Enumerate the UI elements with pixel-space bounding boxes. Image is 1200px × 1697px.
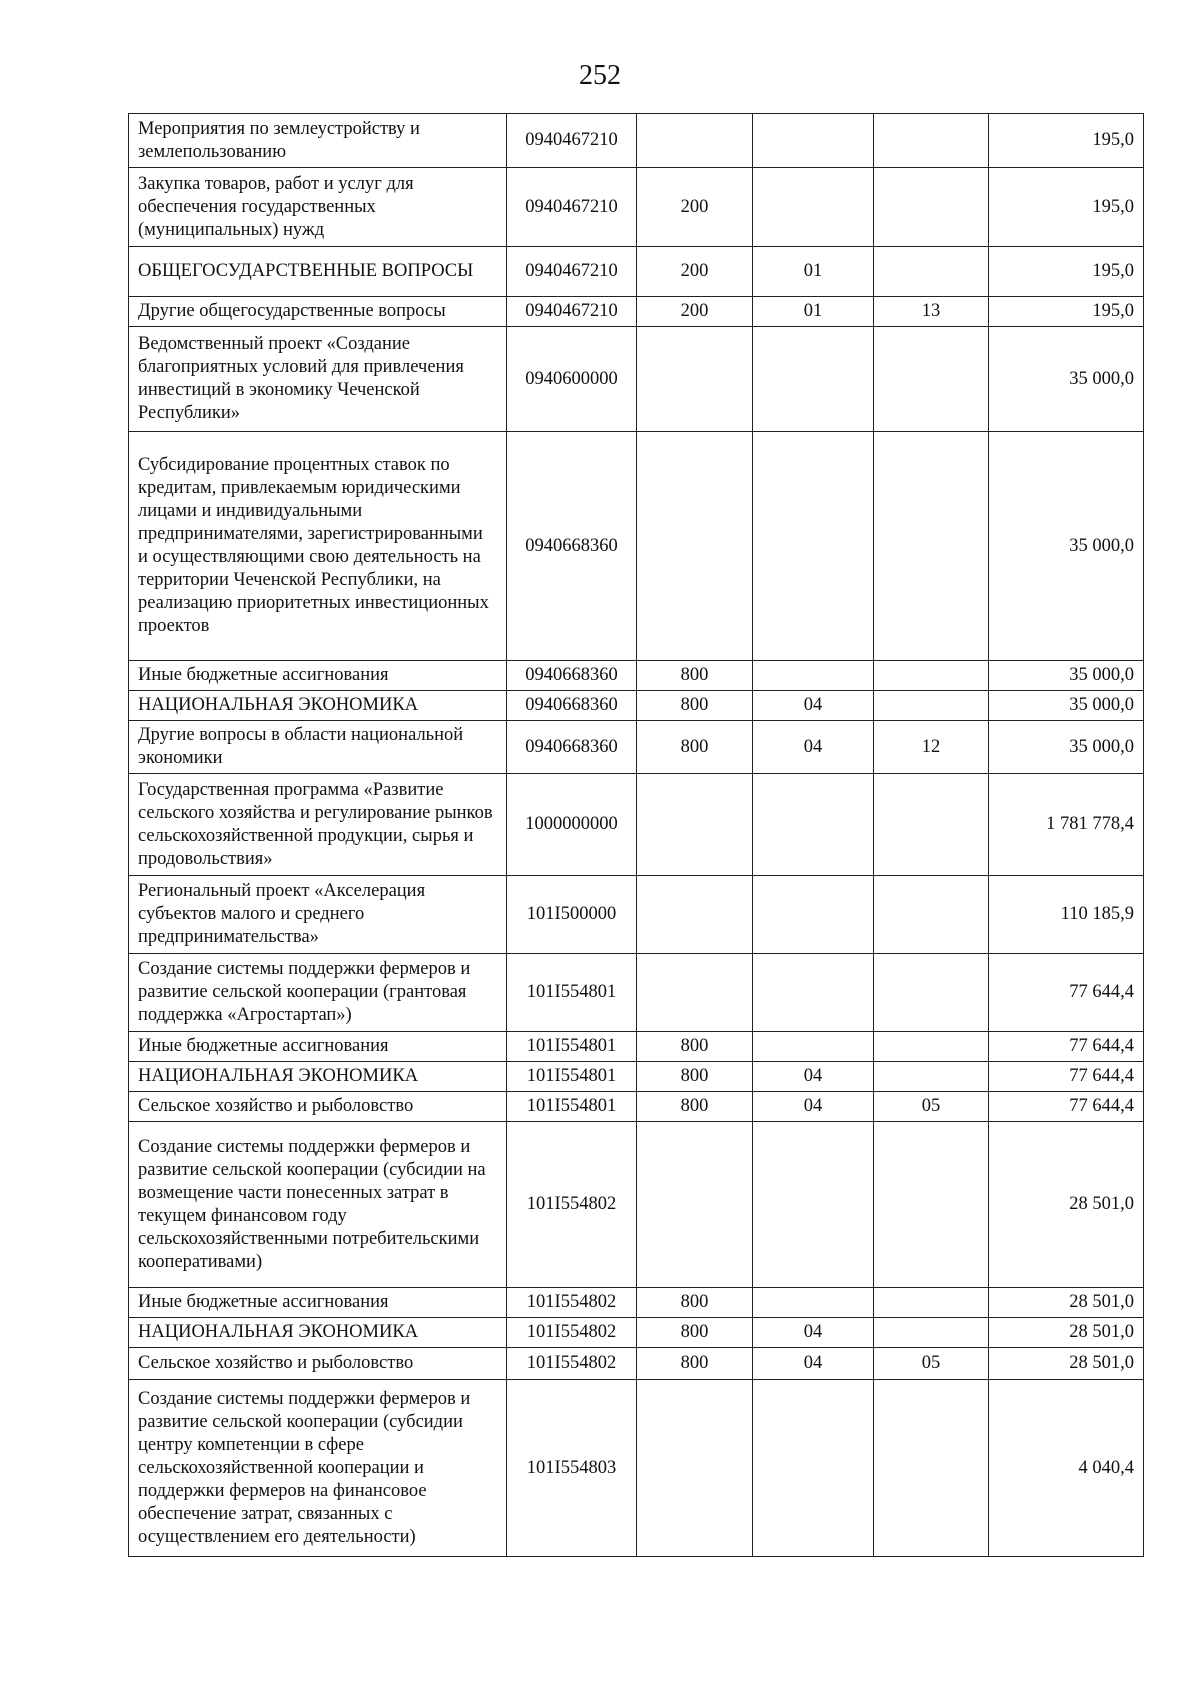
row-vr: 800	[637, 661, 753, 691]
budget-table-body	[129, 114, 1144, 1557]
row-rz	[753, 114, 874, 168]
row-vr: 800	[637, 1092, 753, 1122]
row-name: ОБЩЕГОСУДАРСТВЕННЫЕ ВОПРОСЫ	[129, 247, 507, 297]
row-vr	[637, 1380, 753, 1557]
row-vr	[637, 432, 753, 661]
row-rz: 04	[753, 1318, 874, 1348]
row-amount: 35 000,0	[989, 721, 1144, 774]
row-amount: 35 000,0	[989, 432, 1144, 661]
row-amount: 77 644,4	[989, 1092, 1144, 1122]
row-rz	[753, 327, 874, 432]
page-number: 252	[579, 60, 621, 91]
table-row	[129, 1318, 1144, 1348]
row-vr	[637, 774, 753, 876]
row-rz	[753, 876, 874, 954]
row-pr	[874, 1380, 989, 1557]
row-code: 1000000000	[507, 774, 637, 876]
row-pr: 05	[874, 1092, 989, 1122]
row-amount: 35 000,0	[989, 327, 1144, 432]
table-row	[129, 297, 1144, 327]
row-name: Государственная программа «Развитие сельского хозяйства и регулирование рынков сельскохозяйственной продукции, сырья и продовольствия»	[129, 774, 507, 876]
row-code: 0940467210	[507, 247, 637, 297]
row-name: Сельское хозяйство и рыболовство	[129, 1348, 507, 1380]
row-amount: 77 644,4	[989, 1062, 1144, 1092]
row-name: Другие вопросы в области национальной экономики	[129, 721, 507, 774]
table-row	[129, 327, 1144, 432]
row-amount: 195,0	[989, 297, 1144, 327]
row-code: 101I554802	[507, 1122, 637, 1288]
table-row	[129, 1288, 1144, 1318]
row-pr	[874, 114, 989, 168]
row-pr	[874, 774, 989, 876]
budget-table	[128, 113, 1144, 1557]
table-row	[129, 876, 1144, 954]
row-amount: 77 644,4	[989, 1032, 1144, 1062]
table-row	[129, 114, 1144, 168]
row-rz	[753, 954, 874, 1032]
row-pr	[874, 954, 989, 1032]
row-code: 101I554802	[507, 1348, 637, 1380]
row-amount: 4 040,4	[989, 1380, 1144, 1557]
row-code: 0940668360	[507, 661, 637, 691]
row-code: 101I554801	[507, 1062, 637, 1092]
table-row	[129, 661, 1144, 691]
row-pr	[874, 432, 989, 661]
row-vr: 800	[637, 1288, 753, 1318]
row-pr	[874, 327, 989, 432]
row-pr	[874, 168, 989, 247]
table-row	[129, 1122, 1144, 1288]
row-rz: 04	[753, 721, 874, 774]
row-vr: 200	[637, 168, 753, 247]
row-amount: 195,0	[989, 247, 1144, 297]
row-amount: 28 501,0	[989, 1288, 1144, 1318]
row-pr	[874, 247, 989, 297]
row-vr: 200	[637, 297, 753, 327]
row-vr: 800	[637, 1318, 753, 1348]
row-pr	[874, 1288, 989, 1318]
row-name: Иные бюджетные ассигнования	[129, 1032, 507, 1062]
row-name: Создание системы поддержки фермеров и развитие сельской кооперации (грантовая поддержка «Агростартап»)	[129, 954, 507, 1032]
row-rz: 04	[753, 1092, 874, 1122]
row-name: Иные бюджетные ассигнования	[129, 1288, 507, 1318]
row-rz	[753, 1288, 874, 1318]
row-pr	[874, 1122, 989, 1288]
row-vr	[637, 1122, 753, 1288]
row-code: 101I554801	[507, 954, 637, 1032]
row-amount: 28 501,0	[989, 1318, 1144, 1348]
table-row	[129, 1032, 1144, 1062]
row-name: Иные бюджетные ассигнования	[129, 661, 507, 691]
row-amount: 195,0	[989, 168, 1144, 247]
row-pr: 12	[874, 721, 989, 774]
row-rz	[753, 774, 874, 876]
row-code: 0940668360	[507, 691, 637, 721]
row-name: Субсидирование процентных ставок по кредитам, привлекаемым юридическими лицами и индивидуальными предпринимателями, зарегистрированными и осуществляющими свою деятельность на территории Чеченской Республики, на реализацию приоритетных инвестиционных проектов	[129, 432, 507, 661]
row-pr	[874, 876, 989, 954]
row-amount: 77 644,4	[989, 954, 1144, 1032]
row-name: НАЦИОНАЛЬНАЯ ЭКОНОМИКА	[129, 691, 507, 721]
row-rz	[753, 1032, 874, 1062]
row-amount: 28 501,0	[989, 1122, 1144, 1288]
row-pr	[874, 661, 989, 691]
row-amount: 195,0	[989, 114, 1144, 168]
row-code: 0940467210	[507, 297, 637, 327]
row-code: 0940600000	[507, 327, 637, 432]
table-row	[129, 1348, 1144, 1380]
table-row	[129, 954, 1144, 1032]
row-rz	[753, 661, 874, 691]
row-code: 101I500000	[507, 876, 637, 954]
row-name: Другие общегосударственные вопросы	[129, 297, 507, 327]
table-row	[129, 168, 1144, 247]
row-name: НАЦИОНАЛЬНАЯ ЭКОНОМИКА	[129, 1318, 507, 1348]
row-name: Региональный проект «Акселерация субъектов малого и среднего предпринимательства»	[129, 876, 507, 954]
row-vr: 200	[637, 247, 753, 297]
row-amount: 1 781 778,4	[989, 774, 1144, 876]
row-name: НАЦИОНАЛЬНАЯ ЭКОНОМИКА	[129, 1062, 507, 1092]
row-code: 101I554803	[507, 1380, 637, 1557]
row-rz	[753, 1380, 874, 1557]
row-name: Сельское хозяйство и рыболовство	[129, 1092, 507, 1122]
table-row	[129, 1062, 1144, 1092]
row-amount: 35 000,0	[989, 691, 1144, 721]
row-vr	[637, 876, 753, 954]
row-rz	[753, 432, 874, 661]
row-name: Мероприятия по землеустройству и землепользованию	[129, 114, 507, 168]
row-vr: 800	[637, 721, 753, 774]
row-amount: 110 185,9	[989, 876, 1144, 954]
table-row	[129, 247, 1144, 297]
row-code: 0940467210	[507, 168, 637, 247]
row-name: Создание системы поддержки фермеров и развитие сельской кооперации (субсидии центру компетенции в сфере сельскохозяйственной кооперации и поддержки фермеров на финансовое обеспечение затрат, связанных с осуществлением его деятельности)	[129, 1380, 507, 1557]
row-amount: 28 501,0	[989, 1348, 1144, 1380]
table-row	[129, 721, 1144, 774]
row-amount: 35 000,0	[989, 661, 1144, 691]
row-pr: 13	[874, 297, 989, 327]
row-pr	[874, 1318, 989, 1348]
row-vr	[637, 327, 753, 432]
row-rz	[753, 168, 874, 247]
row-pr	[874, 1062, 989, 1092]
row-code: 101I554801	[507, 1032, 637, 1062]
row-code: 0940668360	[507, 432, 637, 661]
row-rz: 04	[753, 1348, 874, 1380]
row-code: 0940668360	[507, 721, 637, 774]
table-row	[129, 1380, 1144, 1557]
table-row	[129, 691, 1144, 721]
table-row	[129, 774, 1144, 876]
row-rz: 01	[753, 247, 874, 297]
row-vr: 800	[637, 1062, 753, 1092]
row-name: Ведомственный проект «Создание благоприятных условий для привлечения инвестиций в экономику Чеченской Республики»	[129, 327, 507, 432]
row-code: 101I554802	[507, 1288, 637, 1318]
row-vr	[637, 114, 753, 168]
table-row	[129, 432, 1144, 661]
row-rz: 04	[753, 691, 874, 721]
row-code: 0940467210	[507, 114, 637, 168]
row-rz: 04	[753, 1062, 874, 1092]
row-name: Закупка товаров, работ и услуг для обеспечения государственных (муниципальных) нужд	[129, 168, 507, 247]
row-pr: 05	[874, 1348, 989, 1380]
row-pr	[874, 1032, 989, 1062]
row-rz	[753, 1122, 874, 1288]
row-code: 101I554801	[507, 1092, 637, 1122]
row-vr: 800	[637, 1032, 753, 1062]
row-vr: 800	[637, 691, 753, 721]
table-row	[129, 1092, 1144, 1122]
row-code: 101I554802	[507, 1318, 637, 1348]
row-vr: 800	[637, 1348, 753, 1380]
row-name: Создание системы поддержки фермеров и развитие сельской кооперации (субсидии на возмещение части понесенных затрат в текущем финансовом году сельскохозяйственными потребительскими кооперативами)	[129, 1122, 507, 1288]
row-pr	[874, 691, 989, 721]
row-rz: 01	[753, 297, 874, 327]
row-vr	[637, 954, 753, 1032]
